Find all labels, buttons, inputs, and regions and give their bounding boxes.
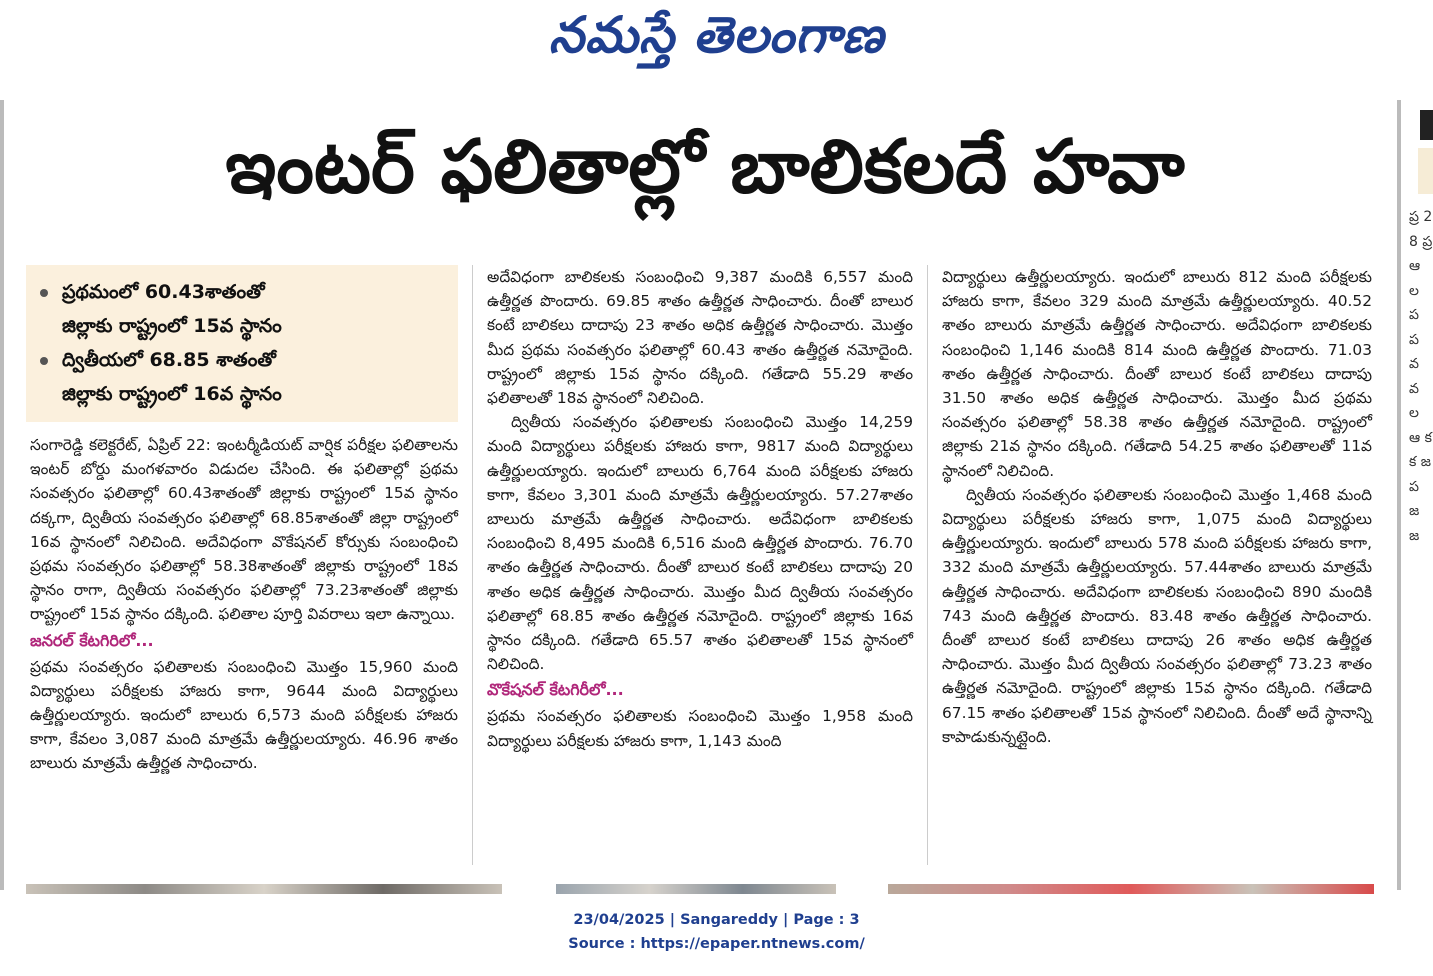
adjacent-article-edge — [1420, 110, 1433, 140]
body-paragraph: ద్వితీయ సంవత్సరం ఫలితాలకు సంబంధించి మొత్తం 1,468 మంది విద్యార్థులు పరీక్షలకు హాజరు కాగా, 1,075 మంది విద్యార్థులు ఉత్తీర్ణులయ్యారు. ఇందులో బాలురు 578 మంది పరీక్షలకు హాజరు కాగా, 332 మంది మాత్రమే ఉత్తీర్ణులయ్యారు. 57.44శాతం బాలురు మాత్రమే ఉత్తీర్ణత సాధించారు. అదేవిధంగా బాలికలకు సంబంధించి 890 మందికి 743 మంది ఉత్తీర్ణత పొందారు. 83.48 శాతం ఉత్తీర్ణత సాధించారు. దీంతో బాలుర కంటే బాలికలు దాదాపు 26 శాతం అధిక ఉత్తీర్ణత సాధించారు. మొత్తం మీద ద్వితీయ సంవత్సరం ఫలితాల్లో 73.23 శాతం ఉత్తీర్ణత నమోదైంది. రాష్ట్రంలో జిల్లాకు 15వ స్థానం దక్కింది. గతేడాది 67.15 శాతం ఫలితాలతో 15వ స్థానంలో నిలిచింది. దీంతో అదే స్థానాన్ని కాపాడుకున్నట్లైంది. — [942, 485, 1372, 746]
highlight-line: జిల్లాకు రాష్ట్రంలో 15వ స్థానం — [62, 315, 282, 337]
highlight-item — [40, 275, 458, 309]
adjacent-article-text: ప్ర 2 8 ప్ర ఆ ల ప ప వ వ ల ఆ క క జ ప జ జ — [1409, 209, 1433, 544]
left-border-rule — [0, 100, 4, 890]
article-column-3 — [942, 265, 1372, 865]
photo-strip-2 — [556, 884, 836, 894]
column-divider — [927, 265, 928, 865]
highlight-line: ప్రథమంలో 60.43శాతంతో — [62, 281, 265, 303]
body-paragraph: విద్యార్థులు ఉత్తీర్ణులయ్యారు. ఇందులో బాలురు 812 మంది పరీక్షలకు హాజరు కాగా, కేవలం 329 మంది మాత్రమే ఉత్తీర్ణులయ్యారు. 40.52 శాతం బాలురు మాత్రమే ఉత్తీర్ణత సాధించారు. అదేవిధంగా బాలికలకు సంబంధించి 1,146 మందికి 814 మంది ఉత్తీర్ణత పొందారు. 71.03 శాతం ఉత్తీర్ణత సాధించారు. దీంతో బాలుర కంటే బాలికలు దాదాపు 31.50 శాతం అధిక ఉత్తీర్ణత సాధించారు. మొత్తం మీద ప్రథమ సంవత్సరం ఫలితాల్లో 58.38 శాతం ఉత్తీర్ణత నమోదైంది. రాష్ట్రంలో జిల్లాకు 21వ స్థానం దక్కింది. గతేడాది 54.25 శాతం ఫలితాలతో 11వ స్థానంలో నిలిచింది. — [942, 268, 1372, 480]
right-border-rule — [1397, 100, 1401, 890]
article-column-1 — [30, 433, 458, 863]
subhead-general: జనరల్ కేటగిరిలో... — [30, 630, 154, 650]
body-paragraph: ప్రథమ సంవత్సరం ఫలితాలకు సంబంధించి మొత్తం 15,960 మంది విద్యార్థులు పరీక్షలకు హాజరు కాగా, 9644 మంది విద్యార్థులు ఉత్తీర్ణులయ్యారు. ఇందులో బాలురు 6,573 మంది పరీక్షలకు హాజరు కాగా, కేవలం 3,087 మంది మాత్రమే ఉత్తీర్ణులయ్యారు. 46.96 శాతం బాలురు మాత్రమే ఉత్తీర్ణత సాధించారు. — [30, 657, 458, 773]
subhead-vocational: వొకేషనల్ కేటగిరీలో... — [487, 680, 624, 700]
photo-strip-1 — [26, 884, 502, 894]
masthead — [0, 0, 1433, 80]
headline: ఇంటర్ ఫలితాల్లో బాలికలదే హవా — [225, 124, 1185, 210]
highlight-line: ద్వితీయలో 68.85 శాతంతో — [62, 349, 276, 371]
body-paragraph: అదేవిధంగా బాలికలకు సంబంధించి 9,387 మందికి 6,557 మంది ఉత్తీర్ణత పొందారు. 69.85 శాతం ఉత్తీర్ణత సాధించారు. దీంతో బాలుర కంటే బాలికలు దాదాపు 23 శాతం అధిక ఉత్తీర్ణత సాధించారు. మొత్తం మీద ప్రథమ సంవత్సరం ఫలితాల్లో 60.43 శాతం ఉత్తీర్ణత నమోదైంది. రాష్ట్రంలో జిల్లాకు 15వ స్థానం దక్కింది. గతేడాది 55.29 శాతం ఫలితాలతో 18వ స్థానంలో నిలిచింది. — [487, 268, 913, 408]
body-paragraph: ప్రథమ సంవత్సరం ఫలితాలకు సంబంధించి మొత్తం 1,958 మంది విద్యార్థులు పరీక్షలకు హాజరు కాగా, 1,143 మంది — [487, 707, 913, 750]
footer-date-edition: 23/04/2025 | Sangareddy | Page : 3 — [573, 912, 860, 928]
adjacent-box-edge — [1418, 148, 1433, 194]
footer-source: Source : https://epaper.ntnews.com/ — [568, 936, 865, 952]
highlights-box — [26, 265, 458, 422]
article-column-2 — [487, 265, 913, 865]
photo-strip-3 — [888, 884, 1374, 894]
bullet-icon — [40, 357, 48, 365]
highlight-item-cont — [40, 377, 458, 411]
highlight-item-cont — [40, 309, 458, 343]
bullet-icon — [40, 289, 48, 297]
body-paragraph: ద్వితీయ సంవత్సరం ఫలితాలకు సంబంధించి మొత్తం 14,259 మంది విద్యార్థులు పరీక్షలకు హాజరు కాగా, 9817 మంది విద్యార్థులు ఉత్తీర్ణులయ్యారు. ఇందులో బాలురు 6,764 మంది పరీక్షలకు హాజరు కాగా, కేవలం 3,301 మంది మాత్రమే ఉత్తీర్ణులయ్యారు. 57.27శాతం బాలురు మాత్రమే ఉత్తీర్ణత సాధించారు. అదేవిధంగా బాలికలకు సంబంధించి 8,495 మందికి 6,516 మంది ఉత్తీర్ణత పొందారు. 76.70 శాతం ఉత్తీర్ణత సాధించారు. దీంతో బాలుర కంటే బాలికలు దాదాపు 20 శాతం అధిక ఉత్తీర్ణత సాధించారు. మొత్తం మీద ద్వితీయ సంవత్సరం ఫలితాల్లో 68.85 శాతం ఉత్తీర్ణత నమోదైంది. రాష్ట్రంలో జిల్లాకు 16వ స్థానం దక్కింది. గతేడాది 65.57 శాతం ఫలితాలతో 15వ స్థానంలో నిలిచింది. — [487, 413, 913, 674]
dateline-paragraph: సంగారెడ్డి కలెక్టరేట్, ఏప్రిల్ 22: ఇంటర్మీడియట్ వార్షిక పరీక్షల ఫలితాలను ఇంటర్ బోర్డు మంగళవారం విడుదల చేసింది. ఈ ఫలితాల్లో ప్రథమ సంవత్సరం ఫలితాల్లో 60.43శాతంతో జిల్లాకు రాష్ట్రంలో 15వ స్థానం దక్కగా, ద్వితీయ సంవత్సరం ఫలితాల్లో 68.85శాతంతో జిల్లా రాష్ట్రంలో 16వ స్థానంలో నిలిచింది. అదేవిధంగా వొకేషనల్ కోర్సుకు సంబంధించి ప్రథమ సంవత్సరం ఫలితాల్లో 58.38శాతంతో జిల్లాకు రాష్ట్రంలో 18వ స్థానం రాగా, ద్వితీయ సంవత్సరం ఫలితాల్లో 73.23శాతంతో జిల్లాకు రాష్ట్రంలో 15వ స్థానం దక్కింది. ఫలితాల పూర్తి వివరాలు ఇలా ఉన్నాయి. — [30, 436, 458, 624]
column-divider — [472, 265, 473, 865]
highlight-line: జిల్లాకు రాష్ట్రంలో 16వ స్థానం — [62, 383, 282, 405]
highlight-item — [40, 343, 458, 377]
masthead-title: నమస్తే తెలంగాణ — [548, 6, 885, 64]
